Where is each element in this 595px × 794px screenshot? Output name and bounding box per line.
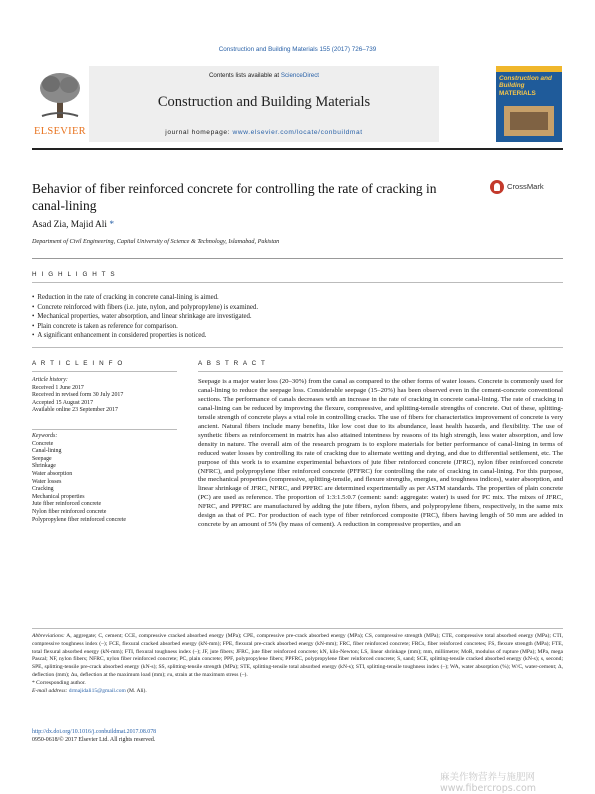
keyword-item: Polypropylene fiber reinforced concrete	[32, 516, 127, 523]
keywords-rule	[32, 429, 177, 430]
keyword-item: Concrete	[32, 440, 54, 447]
crossmark-label: CrossMark	[507, 182, 544, 191]
footnotes	[32, 633, 563, 695]
contents-line	[89, 72, 439, 79]
highlight-item: • Reduction in the rate of cracking in concrete canal-lining is aimed.	[32, 293, 563, 303]
history-line: Available online 23 September 2017	[32, 407, 118, 414]
corresponding-marker[interactable]: *	[109, 220, 115, 230]
tree-icon	[36, 70, 84, 120]
keyword-item: Mechanical properties	[32, 493, 85, 500]
crossmark-icon	[490, 180, 504, 194]
cover-image	[504, 106, 554, 136]
highlights-rule-top	[32, 282, 563, 283]
watermark: 麻美作物营养与施肥网 www.fibercrops.com	[440, 772, 537, 794]
elsevier-logo	[32, 66, 88, 142]
article-history	[32, 377, 177, 415]
masthead-rule	[32, 148, 563, 150]
article-title: Behavior of fiber reinforced concrete for controlling the rate of cracking in canal-lining	[32, 181, 437, 213]
crossmark-badge[interactable]	[490, 180, 564, 196]
keyword-item: Jute fiber reinforced concrete	[32, 501, 102, 508]
abbreviations-label: Abbreviations:	[32, 633, 65, 639]
history-label: Article history:	[32, 377, 68, 383]
abbreviations	[32, 633, 563, 680]
journal-masthead	[32, 66, 563, 144]
highlights-rule-bottom	[32, 347, 563, 348]
history-line: Received 1 June 2017	[32, 384, 84, 391]
sciencedirect-link[interactable]: ScienceDirect	[280, 72, 320, 79]
article-info-heading: A R T I C L E I N F O	[32, 360, 124, 367]
section-divider	[32, 258, 563, 259]
masthead-box	[89, 66, 439, 142]
contents-prefix: Contents lists available at	[208, 72, 281, 79]
email-label: E-mail address:	[32, 687, 69, 694]
doi-link[interactable]: http://dx.doi.org/10.1016/j.conbuildmat.2017.08.078	[32, 729, 157, 735]
history-line: Received in revised form 30 July 2017	[32, 392, 124, 399]
publisher-logo-text: ELSEVIER	[34, 126, 86, 137]
email-line	[32, 688, 563, 696]
article-info-rule	[32, 371, 177, 372]
keyword-item: Seepage	[32, 455, 52, 462]
keyword-item: Water losses	[32, 478, 62, 485]
corresponding-author: * Corresponding author.	[32, 679, 86, 686]
highlight-item: • Concrete reinforced with fibers (i.e. jute, nylon, and polypropylene) is examined.	[32, 303, 563, 313]
cover-band	[496, 66, 562, 72]
homepage-link[interactable]: www.elsevier.com/locate/conbuildmat	[232, 129, 363, 136]
footnote-rule	[32, 628, 563, 629]
highlights-heading: H I G H L I G H T S	[32, 271, 117, 278]
email-link[interactable]: drmajidali15@gmail.com	[68, 687, 126, 694]
cover-subtitle: MATERIALS	[499, 90, 536, 97]
keyword-item: Shrinkage	[32, 463, 56, 470]
keyword-item: Nylon fiber reinforced concrete	[32, 508, 107, 515]
email-suffix: (M. Ali).	[125, 687, 147, 694]
abstract-body: Seepage is a major water loss (20–30%) from the canal as compared to the other forms of water losses. Concrete is commonly used for canal-lining to reduce the seepage loss. Considerable seepage (15–20%) has been observed even in the cement-concrete conventional sections. The performance of canals decreases with an increase in the rate of cracking in concrete canal-lining. The rate of cracking in canal-lining can be reduced by improving the flexure, compressive, and splitting-tensile strengths of concrete. Out of these, splitting-tensile strength of concrete plays a vital role in controlling cracks. The use of fibers for characteristics improvement of concrete is very ancient. Natural fibers include many benefits, like low cost due to its abundance, least health hazards, and flexibility. The use of synthetic fibers as reinforcement in matrix has also attained intentness by reasons of its high strength, less water absorption, and low density in nature. The overall aim of the research program is to explore materials for better performance of canal-lining in terms of reduced water losses by controlling its rate of cracking due to alternate wetting and drying, and due to differential settlement, etc. The purpose of this work is to examine experimental behaviors of jute fiber reinforced concrete (JFRC), nylon fiber reinforced concrete (NFRC), and polypropylene fiber reinforced concrete (PFFRC) for controlling the rate of cracking in canal-lining. For this purpose, the mechanical properties (compressive, splitting-tensile, and flexure strengths, energies, and toughness indices), water absorption, and linear shrinkage of JFRC, NFRC, and PPFRC are determined experimentally as per ASTM standards. The properties of plain concrete (PC) are used as reference. The proportion of 1:3:1.5:0.7 (cement: sand: aggregate: water) is used for PC mix. The mixes of JFRC, NFRC, and PPFRC are manufactured by adding the jute fibers, nylon fibers, and polypropylene fibers, respectively, in the same mix design as that of PC. For production of each type of fiber reinforced composite (FRC), fibers having length of 50 mm are added in concrete by an amount of 5% (by mass of cement). A reduction in compressive properties, and an	[198, 378, 563, 529]
issn-copyright: 0950-0618/© 2017 Elsevier Ltd. All rights reserved.	[32, 737, 156, 743]
highlight-item: • A significant enhancement in considered properties is noticed.	[32, 331, 563, 341]
journal-title: Construction and Building Materials	[157, 94, 371, 110]
abbreviations-text: A, aggregate; C, cement; CCE, compressive cracked absorbed energy (MPa); CPE, compressive pre-crack absorbed energy (MPa); CS, compressive strength (MPa); CTE, compressive total absorbed energy (MPa); CTI, compressive toughness index (–); FCE, flexural cracked absorbed energy (kN-mm); FPE, flexural pre-crack absorbed energy (kN-mm); FRC, fiber reinforced concrete; FRCs, fiber reinforced concretes; FS, flexure strength (MPa); FTE, total flexural absorbed energy (kN-mm); FTI, flexural toughness index (–); JF, jute fibers; JFRC, jute fiber reinforced concrete; kN, kilo-Newton; LS, linear shrinkage (mm); mm, millimetre; MoR, modulus of rupture (MPa); MPa, mega Pascal; NF, nylon fibers; NFRC, nylon fiber reinforced concrete; PC, plain concrete; PPF, polypropylene fibers; PPFRC, polypropylene fiber reinforced concrete; S, sand; SCE, splitting-tensile cracked absorbed energy (kN-s); s, second; SPE, splitting-tensile pre-crack absorbed energy (kN-s); SS, splitting-tensile strength (MPa); STE, splitting-tensile total absorbed energy (kN-s); STI, splitting-tensile toughness index (–); WA, water absorption (%); W/C, water-cement; Δ, deflection (mm); Δu, deflection at the maximum load (mm); εu, strain at the maximum stress (–).	[32, 633, 563, 678]
journal-reference: Construction and Building Materials 155 (2017) 726–739	[218, 46, 377, 53]
abstract-rule	[198, 371, 563, 372]
keyword-item: Water absorption	[32, 470, 73, 477]
homepage-line	[89, 129, 439, 136]
highlights-list	[32, 293, 563, 341]
affiliation: Department of Civil Engineering, Capital University of Science & Technology, Islamabad, Pakistan	[32, 238, 280, 245]
keyword-item: Canal-lining	[32, 448, 62, 455]
keyword-item: Cracking	[32, 486, 54, 493]
highlight-item: • Plain concrete is taken as reference for comparison.	[32, 322, 563, 332]
highlight-item: • Mechanical properties, water absorption, and linear shrinkage are investigated.	[32, 312, 563, 322]
keywords-list	[32, 433, 177, 524]
journal-cover	[496, 66, 562, 142]
author-names: Asad Zia, Majid Ali	[32, 220, 107, 230]
history-line: Accepted 15 August 2017	[32, 399, 94, 406]
author-list	[32, 220, 114, 230]
keywords-label: Keywords:	[32, 433, 58, 439]
cover-title: Construction and Building	[499, 75, 552, 90]
homepage-prefix: journal homepage:	[165, 129, 233, 136]
abstract-heading: A B S T R A C T	[198, 360, 267, 367]
